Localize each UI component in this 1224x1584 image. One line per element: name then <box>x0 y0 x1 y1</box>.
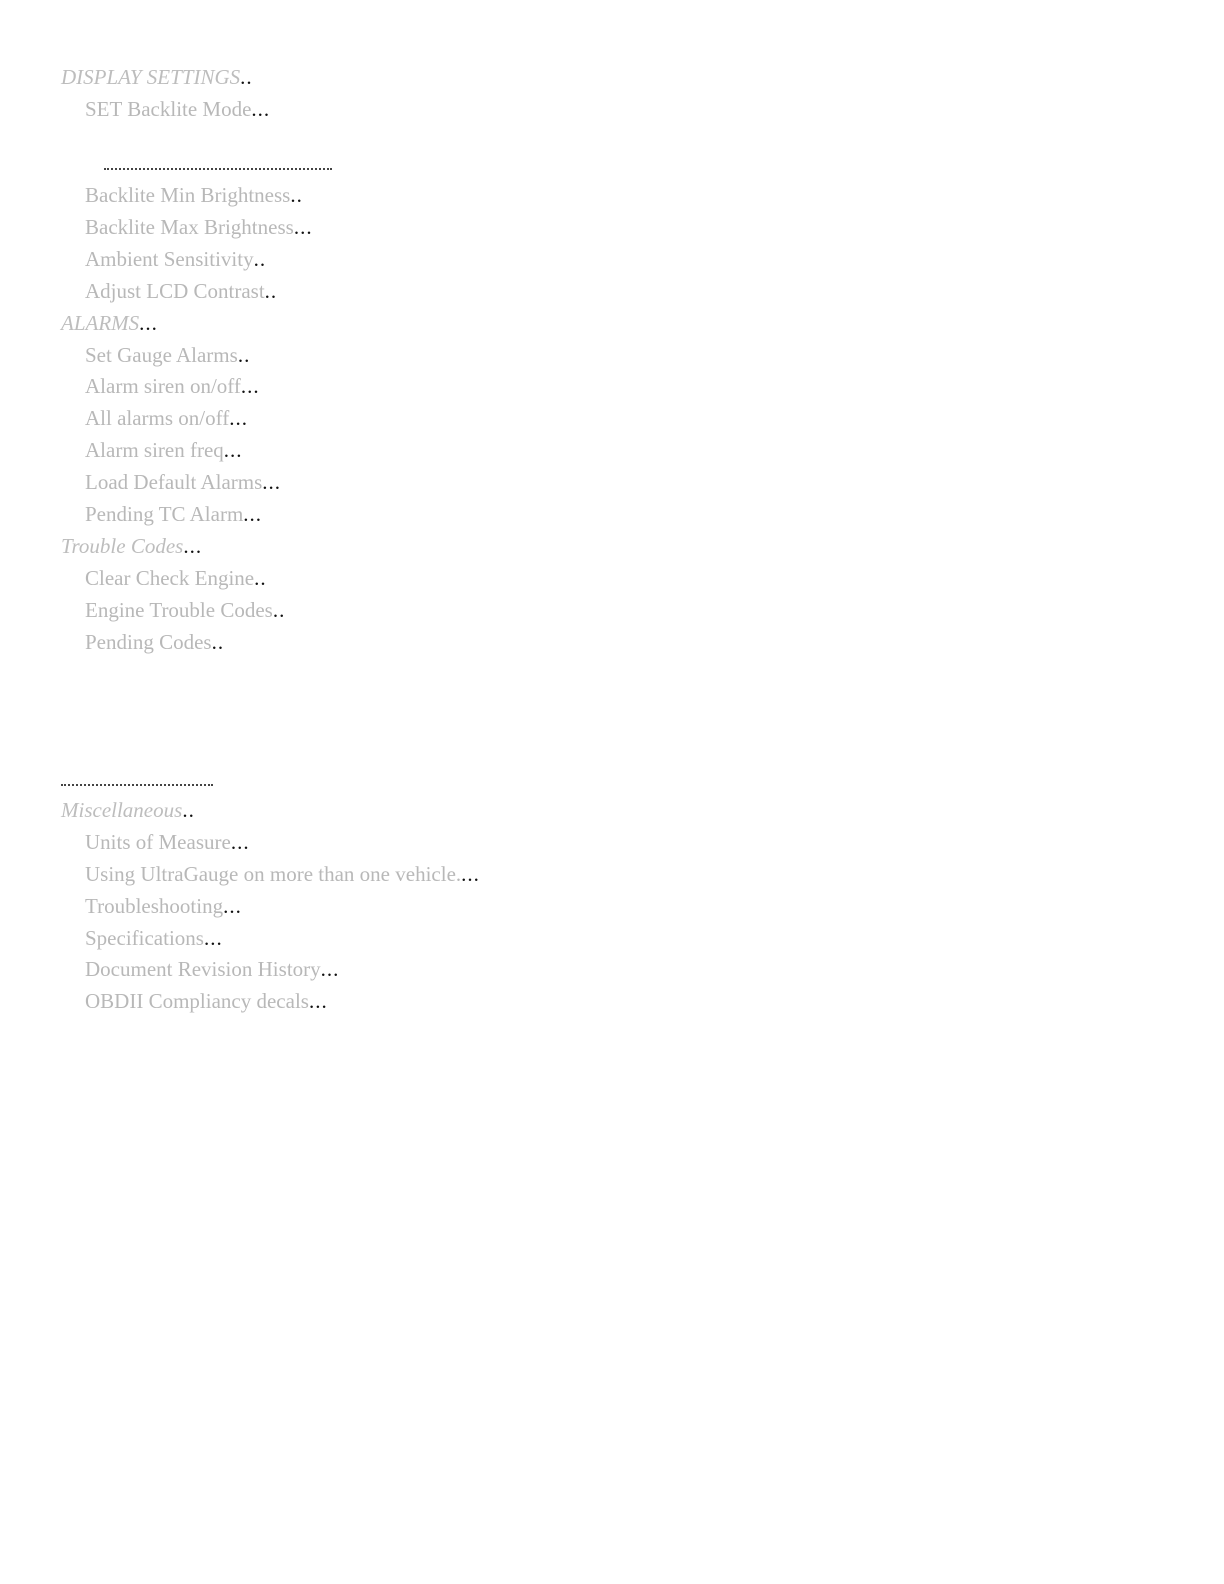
toc-leader-dots: ... <box>223 438 243 462</box>
dotted-rule <box>61 784 213 786</box>
toc-item-clear-check-engine[interactable] <box>85 565 267 591</box>
toc-item-load-default-alarms[interactable] <box>85 469 281 495</box>
toc-leader-dots: .. <box>182 798 195 822</box>
toc-item-backlite-max-brightness[interactable] <box>85 214 313 240</box>
toc-item-specifications[interactable] <box>85 925 223 951</box>
toc-item-label: Adjust LCD Contrast <box>85 279 265 303</box>
toc-leader-dots: ... <box>262 470 282 494</box>
toc-item-ambient-sensitivity[interactable] <box>85 246 266 272</box>
toc-section-display-settings[interactable] <box>61 64 253 90</box>
toc-item-engine-trouble-codes[interactable] <box>85 597 285 623</box>
toc-item-using-ultragauge-multiple-vehicles[interactable] <box>85 861 480 887</box>
toc-leader-dots: ... <box>293 215 313 239</box>
toc-section-title: ALARMS <box>61 311 140 335</box>
toc-item-label: Document Revision History <box>85 957 321 981</box>
toc-leader-dots: ... <box>203 926 223 950</box>
toc-leader-dots: ... <box>183 534 203 558</box>
toc-item-label: Set Gauge Alarms <box>85 343 238 367</box>
toc-leader-dots: ... <box>308 989 328 1013</box>
toc-leader-dots: .. <box>272 598 286 622</box>
toc-leader-dots: .. <box>211 630 225 654</box>
toc-item-label: Using UltraGauge on more than one vehicle. <box>85 862 462 886</box>
toc-leader-dots: ... <box>240 374 260 398</box>
toc-leader-dots: .. <box>264 279 278 303</box>
toc-item-alarm-siren-on-off[interactable] <box>85 373 260 399</box>
toc-section-title: Trouble Codes <box>61 534 184 558</box>
toc-section-alarms[interactable] <box>61 310 158 336</box>
toc-item-label: Engine Trouble Codes <box>85 598 273 622</box>
toc-leader-dots: ... <box>320 957 340 981</box>
toc-item-label: SET Backlite Mode <box>85 97 252 121</box>
toc-item-label: Pending TC Alarm <box>85 502 244 526</box>
toc-leader-dots: .. <box>237 343 251 367</box>
toc-item-pending-tc-alarm[interactable] <box>85 501 262 527</box>
toc-leader-dots: ... <box>243 502 263 526</box>
toc-item-document-revision-history[interactable] <box>85 956 339 982</box>
toc-section-title: Miscellaneous <box>61 798 183 822</box>
toc-leader-dots: ... <box>139 311 158 335</box>
toc-item-alarm-siren-freq[interactable] <box>85 437 243 463</box>
toc-item-label: Alarm siren freq <box>85 438 224 462</box>
toc-item-label: Load Default Alarms <box>85 470 263 494</box>
toc-leader-dots: .. <box>290 183 303 207</box>
toc-item-set-backlite-mode[interactable] <box>85 96 270 122</box>
toc-item-label: Backlite Min Brightness <box>85 183 291 207</box>
toc-item-label: Pending Codes <box>85 630 212 654</box>
toc-item-label: Units of Measure <box>85 830 231 854</box>
toc-section-miscellaneous[interactable] <box>61 797 195 823</box>
toc-item-label: Specifications <box>85 926 204 950</box>
toc-leader-dots: ... <box>230 830 250 854</box>
toc-item-label: Troubleshooting <box>85 894 224 918</box>
toc-item-label: Clear Check Engine <box>85 566 255 590</box>
toc-leader-dots: .. <box>254 566 267 590</box>
toc-leader-dots: ... <box>251 97 271 121</box>
toc-leader-dots: .. <box>240 65 253 89</box>
toc-item-label: All alarms on/off <box>85 406 230 430</box>
toc-item-units-of-measure[interactable] <box>85 829 250 855</box>
toc-item-backlite-min-brightness[interactable] <box>85 182 303 208</box>
toc-item-label: Backlite Max Brightness <box>85 215 294 239</box>
toc-item-troubleshooting[interactable] <box>85 893 242 919</box>
toc-item-label: Alarm siren on/off <box>85 374 241 398</box>
toc-leader-dots: ... <box>229 406 249 430</box>
toc-leader-dots: .. <box>253 247 267 271</box>
toc-item-label: Ambient Sensitivity <box>85 247 254 271</box>
toc-item-obdii-compliancy-decals[interactable] <box>85 988 328 1014</box>
toc-leader-dots: ... <box>461 862 480 886</box>
toc-item-all-alarms-on-off[interactable] <box>85 405 248 431</box>
toc-item-adjust-lcd-contrast[interactable] <box>85 278 277 304</box>
toc-item-set-gauge-alarms[interactable] <box>85 342 250 368</box>
toc-item-label: OBDII Compliancy decals <box>85 989 309 1013</box>
toc-item-pending-codes[interactable] <box>85 629 224 655</box>
toc-section-trouble-codes[interactable] <box>61 533 202 559</box>
toc-leader-dots: ... <box>223 894 242 918</box>
toc-section-title: DISPLAY SETTINGS <box>61 65 241 89</box>
dotted-rule <box>104 168 332 170</box>
